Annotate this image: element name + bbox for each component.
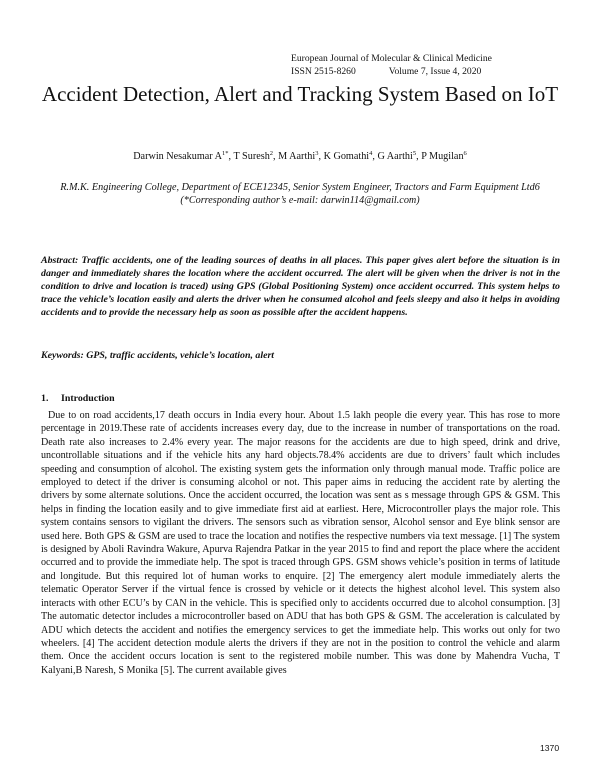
author: T Suresh$^2$ — [233, 150, 274, 162]
journal-header — [291, 53, 492, 78]
journal-name: European Journal of Molecular & Clinical Medicine — [291, 53, 492, 64]
journal-issn-line — [291, 66, 492, 79]
author-list: Darwin Nesakumar $A^{1*}$, T Suresh$^2$, M Aarthi$^3$, K Gomathi$^4$, G Aarthi$^5$, P Mugilan$^6$ — [133, 150, 467, 162]
affiliation: R.M.K. Engineering College, Department of ECE12345, Senior System Engineer, Tractors and Farm Equipment Ltd6 — [60, 182, 540, 193]
page-number: 1370 — [540, 743, 560, 753]
affiliation-block — [40, 181, 560, 207]
body-paragraph: Due to on road accidents,17 death occurs in India every hour. About 1.5 lakh people die every year. This has rose to more percentage in 2019.These rate of accidents increases every day, due to the increase in number of transportations on the road. Death rate also increases to 2.4% every year. The major reasons for the accidents are due to high speed, drink and drive, uncontrollable situations and if the vehicle hits any hard objects.78.4% accidents are due to drivers’ fault which includes speeding and consumption of alcohol. The existing system gets the information only through manual mode. Traffic police are employed to detect if the driver is consuming alcohol or not. This paper aims in reducing the accident rate by alerting the drivers by some alternate solutions. Once the accident occurred, the location was sent as s message through GPS & GSM. This helps in finding the location easily and to give immediate first aid at earliest. Here, Microcontroller plays the major role. This system contains sensors to vigilant the drivers. The sensors such as vibration sensor, Alcohol sensor and Eye blink sensor are used here. Both GPS & GSM are used to trace the location and notifies the respective numbers via text message. [1] The system is designed by Aboli Ravindra Wakure, Apurva Rajendra Patkar in the year 2015 to find and report the place where the accident occurred and to provide the immediate help. The spot is traced through GPS. GSM shows vehicle’s position in terms of latitude and longitude. But this required lot of human works to enquire. [2] The emergency alert module immediately alerts the telematic Operator Server if the virtual fence is crossed by vehicle or it detects the highest alcohol level. This system also interacts with other ECU’s by CAN in the vehicle. This is specified only to accidents occurred due to alcohol consumption. [3] The automatic detector includes a microcontroller based on ADU that has both GPS & GSM. The acceleration is calculated by ADU which detects the accident and notifies the emergency services to get the immediate help. This works out only for two wheelers. [4] The accident detection module alerts the drivers if they are not in the position to control the vehicle and alarm them. Once the accident occurs location is sent to the registered mobile number. This was done by Mahendra Vucha, T Kalyani,B Naresh, S Monika [5]. The current available gives — [41, 410, 560, 676]
keywords: Keywords: GPS, traffic accidents, vehicle’s location, alert — [41, 350, 275, 361]
section-title: Introduction — [61, 393, 115, 404]
section-heading — [41, 393, 115, 404]
author: P Mugilan$^6$ — [421, 150, 467, 162]
author: Darwin Nesakumar $A^{1*}$ — [133, 150, 229, 162]
author: M Aarthi$^3$ — [278, 150, 319, 162]
section-number: 1. — [41, 393, 49, 404]
journal-issn: ISSN 2515-8260 — [291, 65, 356, 77]
author: K Gomathi$^4$ — [323, 150, 373, 162]
journal-volume: Volume 7, Issue 4, 2020 — [388, 65, 482, 77]
abstract: Abstract: Traffic accidents, one of the leading sources of deaths in all places. This paper gives alert before the situation is in danger and immediately shares the location where the accident occurred. The alert will be given when the driver is not in the condition to drive and location is traced) using GPS (Global Positioning System) once accident occurred. This system helps to trace the vehicle’s location easily and alerts the driver when he consumed alcohol and feels sleepy and also it helps in avoiding accidents and to provide the necessary help as soon as possible after the accident happens. — [41, 255, 560, 318]
paper-title: Accident Detection, Alert and Tracking System Based on IoT — [41, 82, 559, 106]
corresponding-author: (*Corresponding author’s e-mail: darwin114@gmail.com) — [180, 195, 420, 206]
author: G Aarthi$^5$ — [377, 150, 417, 162]
